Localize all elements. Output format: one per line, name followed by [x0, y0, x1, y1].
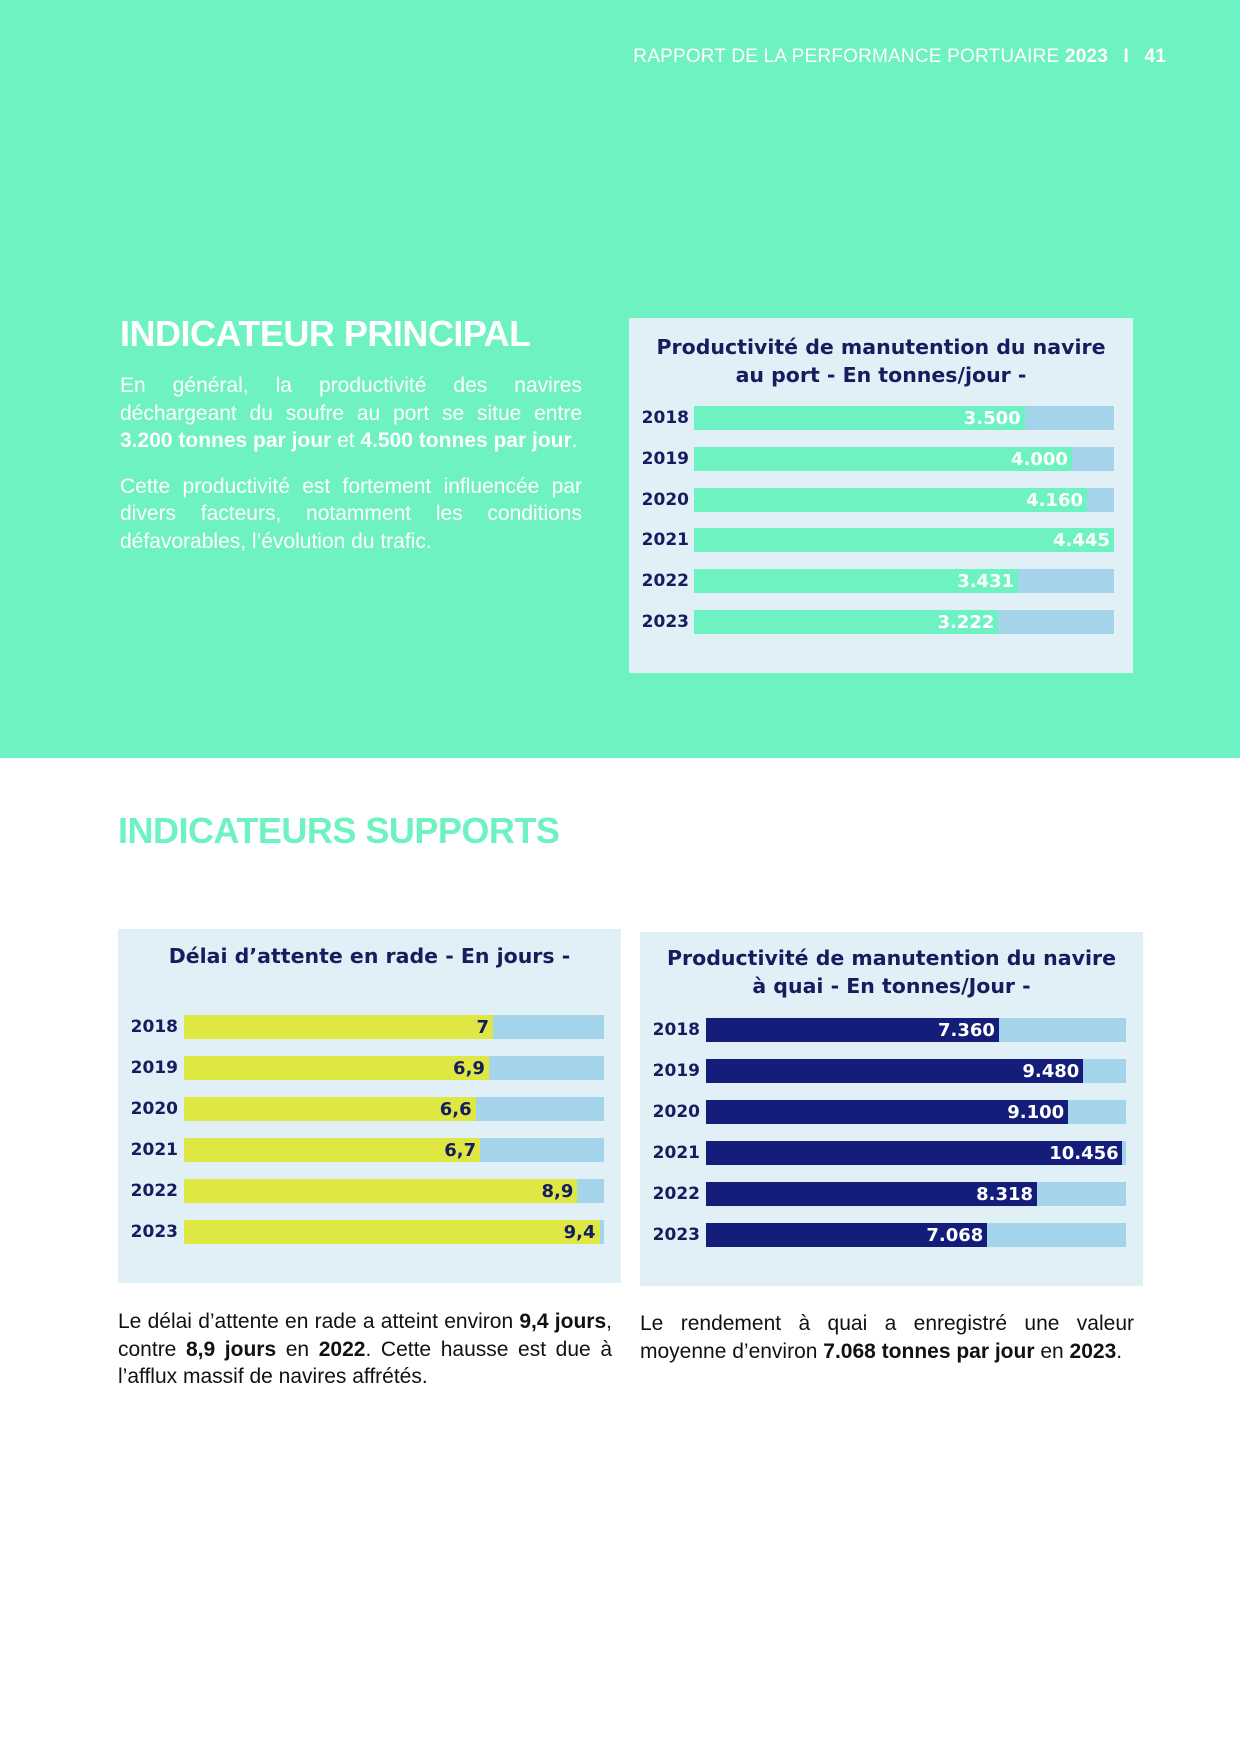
- bar-row: [118, 1056, 621, 1080]
- bar-row: [629, 610, 1133, 634]
- caption-text-segment: Le rendement à quai a enregistré une valeur moyenne d’environ: [640, 1312, 1134, 1363]
- bar-row: [629, 488, 1133, 512]
- bar-track: [184, 1015, 604, 1039]
- intro-text-segment: .: [571, 429, 578, 452]
- category-label: 2020: [130, 1099, 178, 1119]
- category-label: 2021: [130, 1140, 178, 1160]
- chart-title-line-1: Productivité de manutention du navire: [667, 946, 1116, 970]
- bar-track: [706, 1182, 1126, 1206]
- header-separator: I: [1123, 46, 1129, 67]
- running-header: [633, 46, 1166, 68]
- bar-row: [118, 1097, 621, 1121]
- bar-track: [694, 447, 1114, 471]
- bar-row: [640, 1141, 1143, 1165]
- category-label: 2019: [652, 1061, 700, 1081]
- bar-track: [184, 1056, 604, 1080]
- intro-text-segment: En général, la productivité des navires déchargeant du soufre au port se situe entre: [120, 374, 582, 425]
- bar-track: [706, 1018, 1126, 1042]
- category-label: 2018: [652, 1020, 700, 1040]
- chart-title-line-1: Productivité de manutention du navire: [656, 335, 1106, 359]
- bar: [184, 1056, 489, 1080]
- category-label: 2021: [652, 1143, 700, 1163]
- bar-track: [694, 610, 1114, 634]
- value-label: 7.068: [926, 1225, 984, 1246]
- category-label: 2020: [641, 489, 689, 510]
- intro-text: [120, 372, 582, 573]
- category-label: 2019: [641, 448, 689, 469]
- chart-title-line-2: au port - En tonnes/jour -: [735, 363, 1027, 387]
- chart-title: [629, 333, 1133, 389]
- bar-track: [706, 1100, 1126, 1124]
- bar-row: [629, 447, 1133, 471]
- bar: [184, 1179, 577, 1203]
- bar-track: [694, 569, 1114, 593]
- value-label: 4.445: [1053, 530, 1110, 552]
- intro-bold-max: 4.500 tonnes par jour: [360, 429, 572, 452]
- caption-bold-value: 9,4 jours: [519, 1310, 607, 1333]
- bar-track: [694, 406, 1114, 430]
- chart-waiting-time: [118, 929, 621, 1283]
- value-label: 3.222: [937, 612, 995, 633]
- value-label: 6,6: [439, 1099, 472, 1120]
- bar: [184, 1138, 480, 1162]
- bar-track: [706, 1059, 1126, 1083]
- caption-text-segment: , contre: [118, 1310, 612, 1361]
- value-label: 7: [476, 1017, 489, 1038]
- bar-track: [184, 1138, 604, 1162]
- category-label: 2022: [652, 1184, 700, 1204]
- caption-text-segment: . Cette hausse est due à l’afflux massif de navires affrétés.: [118, 1337, 612, 1388]
- intro-text-segment: et: [331, 429, 361, 452]
- value-label: 6,7: [444, 1140, 477, 1161]
- bar-track: [694, 488, 1114, 512]
- chart-title-line-1: Délai d’attente en rade - En jours -: [168, 944, 571, 968]
- caption-quay-yield: [640, 1310, 1134, 1365]
- bar-row: [629, 406, 1133, 430]
- category-label: 2019: [130, 1058, 178, 1078]
- caption-bold-value: 8,9 jours: [185, 1337, 277, 1361]
- bar-track: [694, 528, 1114, 552]
- value-label: 3.500: [963, 408, 1021, 429]
- bar-row: [118, 1015, 621, 1039]
- category-label: 2023: [130, 1222, 178, 1242]
- chart-title-line-2: à quai - En tonnes/Jour -: [752, 974, 1031, 998]
- category-label: 2020: [652, 1102, 700, 1122]
- caption-text-segment: en: [276, 1337, 319, 1361]
- caption-text-segment: .: [1116, 1339, 1123, 1363]
- caption-bold-value: 7.068 tonnes par jour: [823, 1339, 1035, 1363]
- bar-row: [640, 1100, 1143, 1124]
- value-label: 10.456: [1049, 1143, 1119, 1164]
- section-title-principal: INDICATEUR PRINCIPAL: [120, 313, 531, 354]
- caption-bold-year: 2022: [318, 1337, 366, 1361]
- running-title: RAPPORT DE LA PERFORMANCE PORTUAIRE: [633, 46, 1060, 67]
- category-label: 2022: [641, 571, 689, 592]
- bar-row: [629, 528, 1133, 552]
- bar-row: [640, 1223, 1143, 1247]
- value-label: 7.360: [938, 1020, 995, 1041]
- bar-track: [184, 1097, 604, 1121]
- chart-title: [118, 942, 621, 970]
- bar: [184, 1220, 600, 1244]
- bar-row: [118, 1179, 621, 1203]
- caption-bold-year: 2023: [1069, 1339, 1117, 1363]
- caption-text-segment: Le délai d’attente en rade a atteint environ: [118, 1310, 520, 1333]
- bar-row: [640, 1182, 1143, 1206]
- intro-paragraph-1: [120, 372, 582, 455]
- intro-bold-min: 3.200 tonnes par jour: [120, 429, 332, 452]
- caption-waiting-time: [118, 1308, 612, 1391]
- category-label: 2023: [652, 1225, 700, 1245]
- value-label: 8.318: [976, 1184, 1034, 1205]
- bar-row: [640, 1018, 1143, 1042]
- category-label: 2018: [641, 408, 689, 428]
- value-label: 4.160: [1026, 489, 1083, 511]
- category-label: 2022: [130, 1181, 178, 1201]
- bar: [694, 528, 1114, 552]
- value-label: 9.100: [1007, 1102, 1065, 1123]
- value-label: 6,9: [453, 1058, 485, 1079]
- category-label: 2023: [641, 612, 689, 632]
- category-label: 2018: [130, 1017, 178, 1037]
- chart-productivity-quay: [640, 932, 1143, 1286]
- bar-track: [706, 1141, 1126, 1165]
- value-label: 9,4: [563, 1222, 596, 1243]
- intro-paragraph-2: Cette productivité est fortement influencée par divers facteurs, notamment les conditions défavorables, l’évolution du trafic.: [120, 474, 582, 553]
- page-number: 41: [1144, 46, 1166, 67]
- caption-text-segment: en: [1034, 1339, 1070, 1363]
- bar-row: [640, 1059, 1143, 1083]
- bar: [184, 1097, 476, 1121]
- category-label: 2021: [641, 530, 689, 551]
- bar-track: [184, 1220, 604, 1244]
- value-label: 9.480: [1022, 1061, 1080, 1082]
- chart-title: [640, 944, 1143, 1000]
- value-label: 4.000: [1010, 448, 1068, 470]
- bar-row: [118, 1138, 621, 1162]
- running-year: 2023: [1064, 46, 1108, 67]
- bar: [184, 1015, 493, 1039]
- bar-row: [118, 1220, 621, 1244]
- chart-productivity-port: [629, 318, 1133, 673]
- bar-row: [629, 569, 1133, 593]
- bar-track: [706, 1223, 1126, 1247]
- value-label: 3.431: [957, 571, 1015, 593]
- value-label: 8,9: [541, 1181, 574, 1202]
- bar-track: [184, 1179, 604, 1203]
- section-title-supports: INDICATEURS SUPPORTS: [118, 810, 560, 851]
